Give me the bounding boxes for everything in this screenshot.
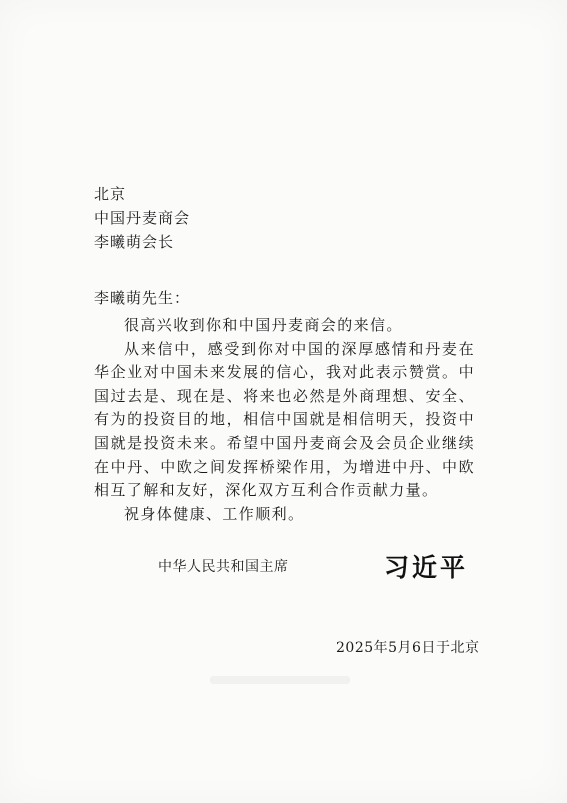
salutation: 李曦萌先生：	[94, 289, 191, 307]
recipient-organization: 中国丹麦商会	[94, 209, 191, 227]
body-paragraph-1: 很高兴收到你和中国丹麦商会的来信。	[124, 316, 403, 334]
signature: 习近平	[384, 553, 469, 582]
date-place: 2025年5月6日于北京	[336, 640, 480, 656]
body-paragraph-2: 从来信中，感受到你对中国的深厚感情和丹麦在华企业对中国未来发展的信心，我对此表示赞赏。中国过去是、现在是、将来也必然是外商理想、安全、有为的投资目的地，相信中国就是相信明天，投资中国就是投资未来。希望中国丹麦商会及会员企业继续在中丹、中欧之间发挥桥梁作用，为增进中丹、中欧相互了解和友好，深化双方互利合作贡献力量。	[94, 339, 475, 500]
signer-title: 中华人民共和国主席	[158, 559, 289, 575]
recipient-name: 李曦萌会长	[94, 233, 175, 251]
letter-body	[94, 314, 475, 526]
body-paragraph-3: 祝身体健康、工作顺利。	[124, 504, 305, 523]
recipient-city: 北京	[94, 185, 127, 203]
scan-artifact	[210, 676, 350, 684]
